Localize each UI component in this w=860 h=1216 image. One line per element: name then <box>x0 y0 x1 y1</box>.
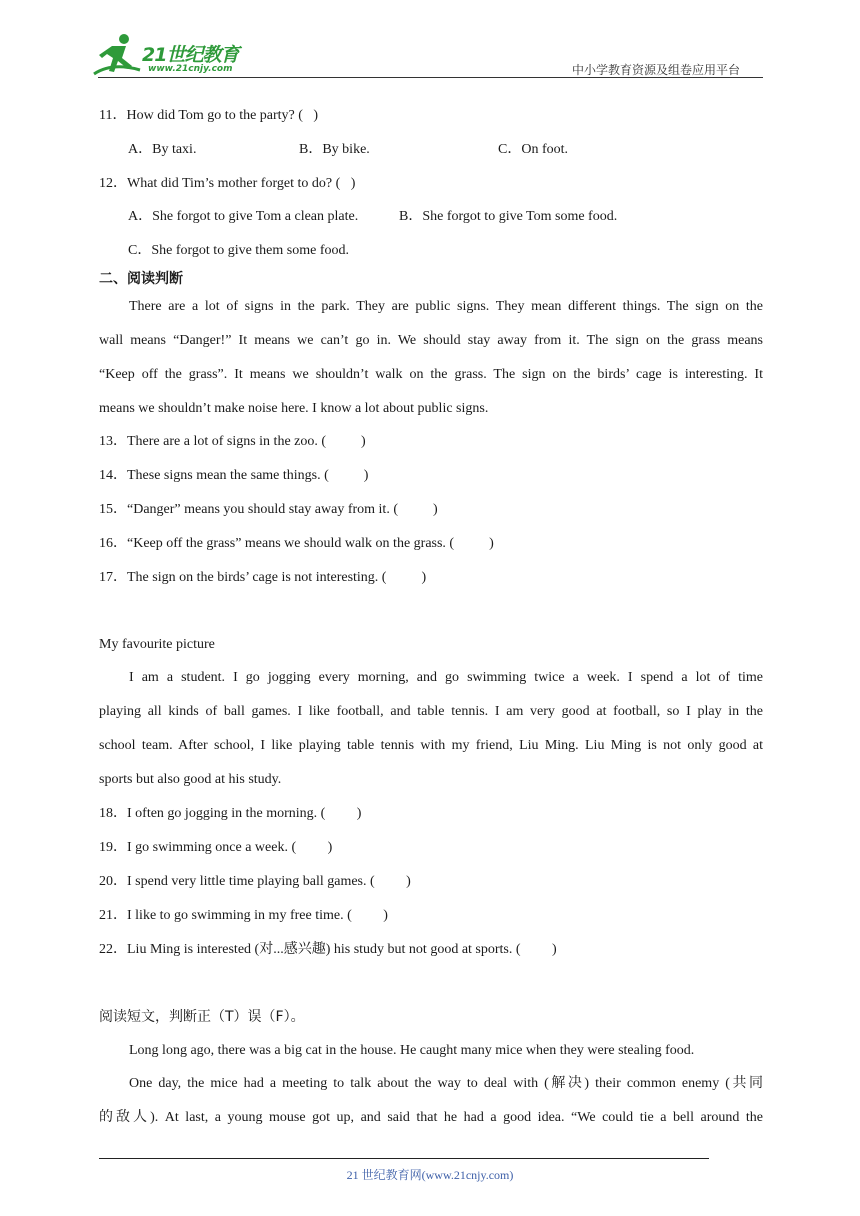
passage-cat-line-1: Long long ago, there was a big cat in the house. He caught many mice when they were stealing food. <box>129 1043 695 1058</box>
q12-option-c: C．She forgot to give them some food. <box>128 243 349 258</box>
question-18: 18．I often go jogging in the morning. ( ) <box>99 806 362 821</box>
passage-line: wall means “Danger!” It means we can’t go in. We should stay away from it. The sign on the grass means <box>99 333 763 348</box>
question-13: 13．There are a lot of signs in the zoo. ( ) <box>99 434 366 449</box>
passage-line: sports but also good at his study. <box>99 772 282 787</box>
passage-line: 的敌人). At last, a young mouse got up, and said that he had a good idea. “We could tie a bell around the <box>99 1110 763 1125</box>
section-title-true-false: 阅读短文，判断正（T）误（F）。 <box>99 1009 305 1025</box>
passage-line: One day, the mice had a meeting to talk about the way to deal with (解决) their common enemy (共同 <box>129 1076 763 1091</box>
q11-option-a: A．By taxi. <box>128 142 197 157</box>
question-11: 11．How did Tom go to the party? ( ) <box>99 108 319 123</box>
footer-link[interactable]: 21 世纪教育网(www.21cnjy.com) <box>346 1168 514 1182</box>
passage-public-signs <box>99 290 763 426</box>
footer-divider <box>99 1158 709 1159</box>
header-divider <box>98 77 763 78</box>
question-19: 19．I go swimming once a week. ( ) <box>99 840 333 855</box>
passage-cat <box>99 1067 763 1135</box>
question-17: 17．The sign on the birds’ cage is not interesting. ( ) <box>99 570 427 585</box>
passage-line: school team. After school, I like playing table tennis with my friend, Liu Ming. Liu Ming is not only good at <box>99 738 763 753</box>
q12-option-b: B．She forgot to give Tom some food. <box>399 209 618 224</box>
passage-student <box>99 661 763 797</box>
question-14: 14．These signs mean the same things. ( ) <box>99 468 369 483</box>
runner-logo-icon <box>92 32 148 76</box>
passage-line: playing all kinds of ball games. I like football, and table tennis. I am very good at football, so I play in the <box>99 704 763 719</box>
q12-option-a: A．She forgot to give Tom a clean plate. <box>128 209 359 224</box>
question-20: 20．I spend very little time playing ball games. ( ) <box>99 874 411 889</box>
q11-option-b: B．By bike. <box>299 142 370 157</box>
logo-url: www.21cnjy.com <box>148 64 233 74</box>
site-logo[interactable] <box>92 32 258 76</box>
question-16: 16．“Keep off the grass” means we should walk on the grass. ( ) <box>99 536 494 551</box>
passage-title-favourite-picture: My favourite picture <box>99 637 215 652</box>
site-name: 中小学教育资源及组卷应用平台 <box>572 63 741 77</box>
section-title-reading-judgment: 二、阅读判断 <box>99 271 183 287</box>
passage-line: means we shouldn’t make noise here. I know a lot about public signs. <box>99 401 489 416</box>
logo-title: 21世纪教育 <box>142 44 239 66</box>
question-15: 15．“Danger” means you should stay away from it. ( ) <box>99 502 438 517</box>
passage-line: I am a student. I go jogging every morning, and go swimming twice a week. I spend a lot of time <box>129 670 763 685</box>
passage-line: “Keep off the grass”. It means we shouldn’t walk on the grass. The sign on the birds’ cage is interesting. It <box>99 367 763 382</box>
question-21: 21．I like to go swimming in my free time. ( ) <box>99 908 388 923</box>
q11-option-c: C．On foot. <box>498 142 568 157</box>
question-12: 12．What did Tim’s mother forget to do? ( ) <box>99 176 356 191</box>
passage-line: There are a lot of signs in the park. They are public signs. They mean different things. The sign on the <box>129 299 763 314</box>
question-22: 22．Liu Ming is interested (对...感兴趣) his study but not good at sports. ( ) <box>99 942 557 957</box>
